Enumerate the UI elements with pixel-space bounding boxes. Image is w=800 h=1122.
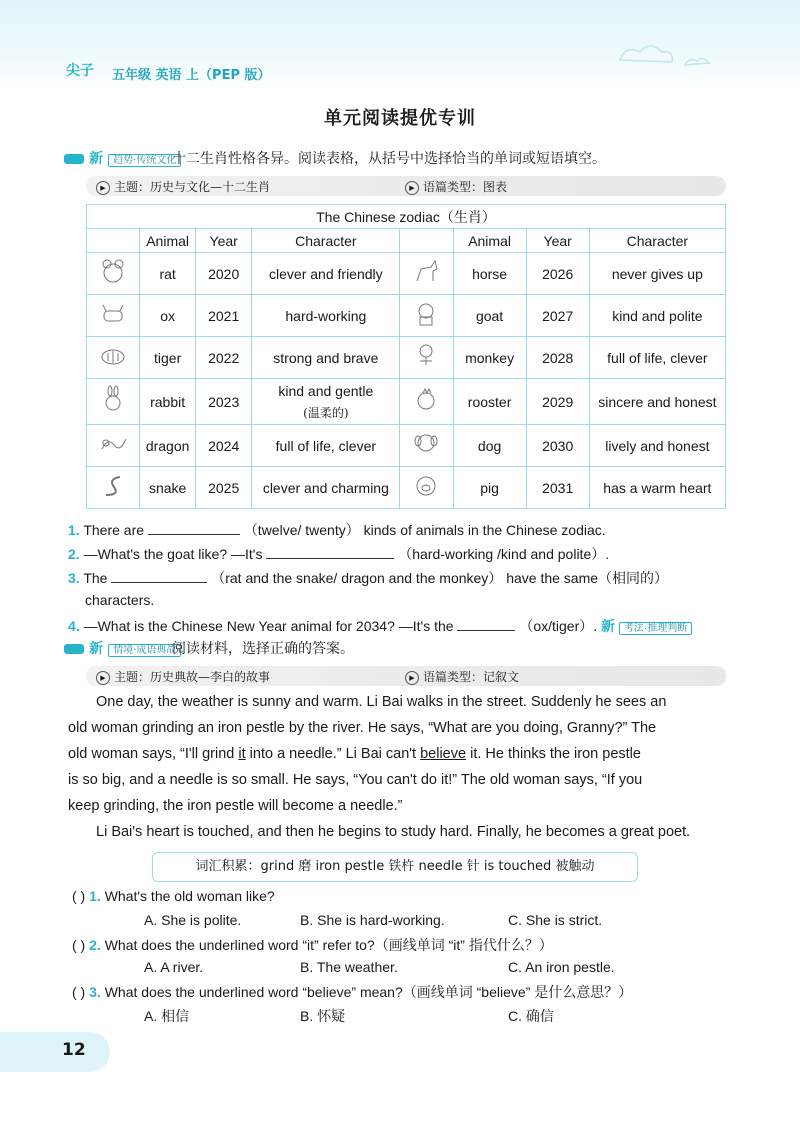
answer-blank[interactable] bbox=[148, 520, 240, 535]
section1-genre: ▶ 语篇类型：图表 bbox=[405, 178, 507, 195]
year-cell: 2030 bbox=[526, 425, 589, 467]
section2-theme: ▶ 主题：历史典故—李白的故事 bbox=[96, 668, 270, 685]
col-year: Year bbox=[526, 229, 589, 253]
tag-new: 新 bbox=[89, 641, 104, 657]
passage-line: keep grinding, the iron pestle will become a needle.” bbox=[68, 798, 403, 814]
section2-tags bbox=[64, 638, 181, 659]
animal-cell: dragon bbox=[140, 425, 196, 467]
goat-icon bbox=[400, 295, 453, 337]
section-marker-icon bbox=[64, 154, 84, 164]
animal-cell: dog bbox=[453, 425, 526, 467]
character-cell: lively and honest bbox=[589, 425, 725, 467]
year-cell: 2024 bbox=[196, 425, 252, 467]
year-cell: 2029 bbox=[526, 379, 589, 425]
col-character: Character bbox=[252, 229, 400, 253]
question-1: 1. There are （twelve/ twenty） kinds of animals in the Chinese zodiac. bbox=[68, 522, 606, 538]
animal-cell: rat bbox=[140, 253, 196, 295]
underlined-it: it bbox=[238, 746, 246, 762]
rooster-icon bbox=[400, 379, 453, 425]
passage-line: One day, the weather is sunny and warm. Li Bai walks in the street. Suddenly he sees an bbox=[96, 694, 667, 710]
mcq-3: ( ) 3. What does the underlined word “believe” mean?（画线单词 “believe” 是什么意思？） bbox=[72, 984, 633, 1000]
dragon-icon bbox=[87, 425, 140, 467]
option-b[interactable]: B. 怀疑 bbox=[300, 1008, 346, 1024]
section1-tags bbox=[64, 148, 181, 169]
passage-line: old woman grinding an iron pestle by the river. He says, “What are you doing, Granny?” The bbox=[68, 720, 657, 736]
table-caption: The Chinese zodiac（生肖） bbox=[87, 205, 726, 229]
question-4: 4. —What is the Chinese New Year animal for 2034? —It's the （ox/tiger）. 新 考法·推理判断 bbox=[68, 616, 692, 637]
ox-icon bbox=[87, 295, 140, 337]
animal-cell: tiger bbox=[140, 337, 196, 379]
col-character: Character bbox=[589, 229, 725, 253]
option-a[interactable]: A. A river. bbox=[144, 959, 204, 975]
monkey-icon bbox=[400, 337, 453, 379]
year-cell: 2031 bbox=[526, 467, 589, 509]
animal-cell: rabbit bbox=[140, 379, 196, 425]
option-c[interactable]: C. 确信 bbox=[508, 1008, 554, 1024]
pig-icon bbox=[400, 467, 453, 509]
cloud-icon bbox=[600, 30, 720, 80]
tag-kind: 考法·推理判断 bbox=[619, 622, 692, 635]
year-cell: 2025 bbox=[196, 467, 252, 509]
option-c[interactable]: C. An iron pestle. bbox=[508, 959, 615, 975]
mcq-2: ( ) 2. What does the underlined word “it” refer to?（画线单词 “it” 指代什么？） bbox=[72, 937, 553, 953]
section1-instruction: 十二生肖性格各异。阅读表格，从括号中选择恰当的单词或短语填空。 bbox=[172, 151, 606, 167]
character-cell: kind and gentle (温柔的) bbox=[252, 379, 400, 425]
page-number-tab bbox=[0, 1032, 110, 1072]
option-a[interactable]: A. She is polite. bbox=[144, 912, 242, 928]
zodiac-table bbox=[86, 204, 726, 509]
col-animal: Animal bbox=[140, 229, 196, 253]
snake-icon bbox=[87, 467, 140, 509]
animal-cell: goat bbox=[453, 295, 526, 337]
section2-genre: ▶ 语篇类型：记叙文 bbox=[405, 668, 519, 685]
question-2: 2. —What's the goat like? —It's （hard-working /kind and polite）. bbox=[68, 546, 610, 562]
answer-blank[interactable] bbox=[266, 544, 394, 559]
col-year: Year bbox=[196, 229, 252, 253]
passage-line: Li Bai's heart is touched, and then he begins to study hard. Finally, he becomes a great poet. bbox=[96, 824, 691, 840]
animal-cell: rooster bbox=[453, 379, 526, 425]
passage-line: is so big, and a needle is so small. He says, “You can't do it!” The old woman says, “If you bbox=[68, 772, 643, 788]
character-cell: full of life, clever bbox=[589, 337, 725, 379]
animal-cell: horse bbox=[453, 253, 526, 295]
brand-logo: 尖子 bbox=[66, 63, 94, 79]
underlined-believe: believe bbox=[420, 746, 467, 762]
horse-icon bbox=[400, 253, 453, 295]
page-title: 单元阅读提优专训 bbox=[324, 108, 476, 129]
table-row bbox=[87, 379, 726, 425]
book-grade: 五年级 英语 上（PEP 版） bbox=[112, 68, 271, 83]
tiger-icon bbox=[87, 337, 140, 379]
play-icon: ▶ bbox=[405, 671, 419, 685]
section-marker-icon bbox=[64, 644, 84, 654]
table-row bbox=[87, 295, 726, 337]
rat-icon bbox=[87, 253, 140, 295]
passage-line: old woman says, “I'll grind it into a needle.” Li Bai can't believe it. He thinks the iron pestle bbox=[68, 746, 641, 762]
table-row bbox=[87, 337, 726, 379]
character-cell: has a warm heart bbox=[589, 467, 725, 509]
animal-cell: pig bbox=[453, 467, 526, 509]
play-icon: ▶ bbox=[405, 181, 419, 195]
character-cell: full of life, clever bbox=[252, 425, 400, 467]
rabbit-icon bbox=[87, 379, 140, 425]
year-cell: 2026 bbox=[526, 253, 589, 295]
mcq-1: ( ) 1. What's the old woman like? bbox=[72, 888, 275, 904]
option-b[interactable]: B. She is hard-working. bbox=[300, 912, 445, 928]
section1-theme: ▶ 主题：历史与文化—十二生肖 bbox=[96, 178, 270, 195]
tag-new: 新 bbox=[601, 618, 616, 634]
answer-paren[interactable]: ( ) bbox=[72, 937, 86, 953]
play-icon: ▶ bbox=[96, 181, 110, 195]
table-header-row bbox=[87, 229, 726, 253]
question-3-cont: characters. bbox=[85, 592, 155, 608]
character-cell: strong and brave bbox=[252, 337, 400, 379]
tag-kind: 趋势·传统文化 bbox=[108, 154, 181, 167]
answer-blank[interactable] bbox=[457, 616, 515, 631]
year-cell: 2023 bbox=[196, 379, 252, 425]
character-cell: never gives up bbox=[589, 253, 725, 295]
character-cell: clever and charming bbox=[252, 467, 400, 509]
year-cell: 2022 bbox=[196, 337, 252, 379]
year-cell: 2020 bbox=[196, 253, 252, 295]
year-cell: 2028 bbox=[526, 337, 589, 379]
character-cell: hard-working bbox=[252, 295, 400, 337]
character-cell: clever and friendly bbox=[252, 253, 400, 295]
section2-instruction: 阅读材料，选择正确的答案。 bbox=[172, 641, 354, 657]
vocab-box: 词汇积累：grind 磨 iron pestle 铁杵 needle 针 is touched 被触动 bbox=[152, 852, 638, 882]
dog-icon bbox=[400, 425, 453, 467]
col-animal: Animal bbox=[453, 229, 526, 253]
table-row bbox=[87, 425, 726, 467]
character-cell: sincere and honest bbox=[589, 379, 725, 425]
option-a[interactable]: A. 相信 bbox=[144, 1008, 190, 1024]
answer-paren[interactable]: ( ) bbox=[72, 888, 86, 904]
tag-new: 新 bbox=[89, 151, 104, 167]
play-icon: ▶ bbox=[96, 671, 110, 685]
animal-cell: ox bbox=[140, 295, 196, 337]
option-c[interactable]: C. She is strict. bbox=[508, 912, 603, 928]
tag-kind: 情境·成语典故 bbox=[108, 644, 181, 657]
animal-cell: monkey bbox=[453, 337, 526, 379]
question-3: 3. The （rat and the snake/ dragon and the monkey） have the same（相同的） bbox=[68, 570, 669, 586]
character-cell: kind and polite bbox=[589, 295, 725, 337]
year-cell: 2021 bbox=[196, 295, 252, 337]
option-b[interactable]: B. The weather. bbox=[300, 959, 398, 975]
year-cell: 2027 bbox=[526, 295, 589, 337]
animal-cell: snake bbox=[140, 467, 196, 509]
table-row bbox=[87, 467, 726, 509]
answer-paren[interactable]: ( ) bbox=[72, 984, 86, 1000]
answer-blank[interactable] bbox=[111, 568, 207, 583]
page-number: 12 bbox=[62, 1040, 86, 1060]
table-row bbox=[87, 253, 726, 295]
